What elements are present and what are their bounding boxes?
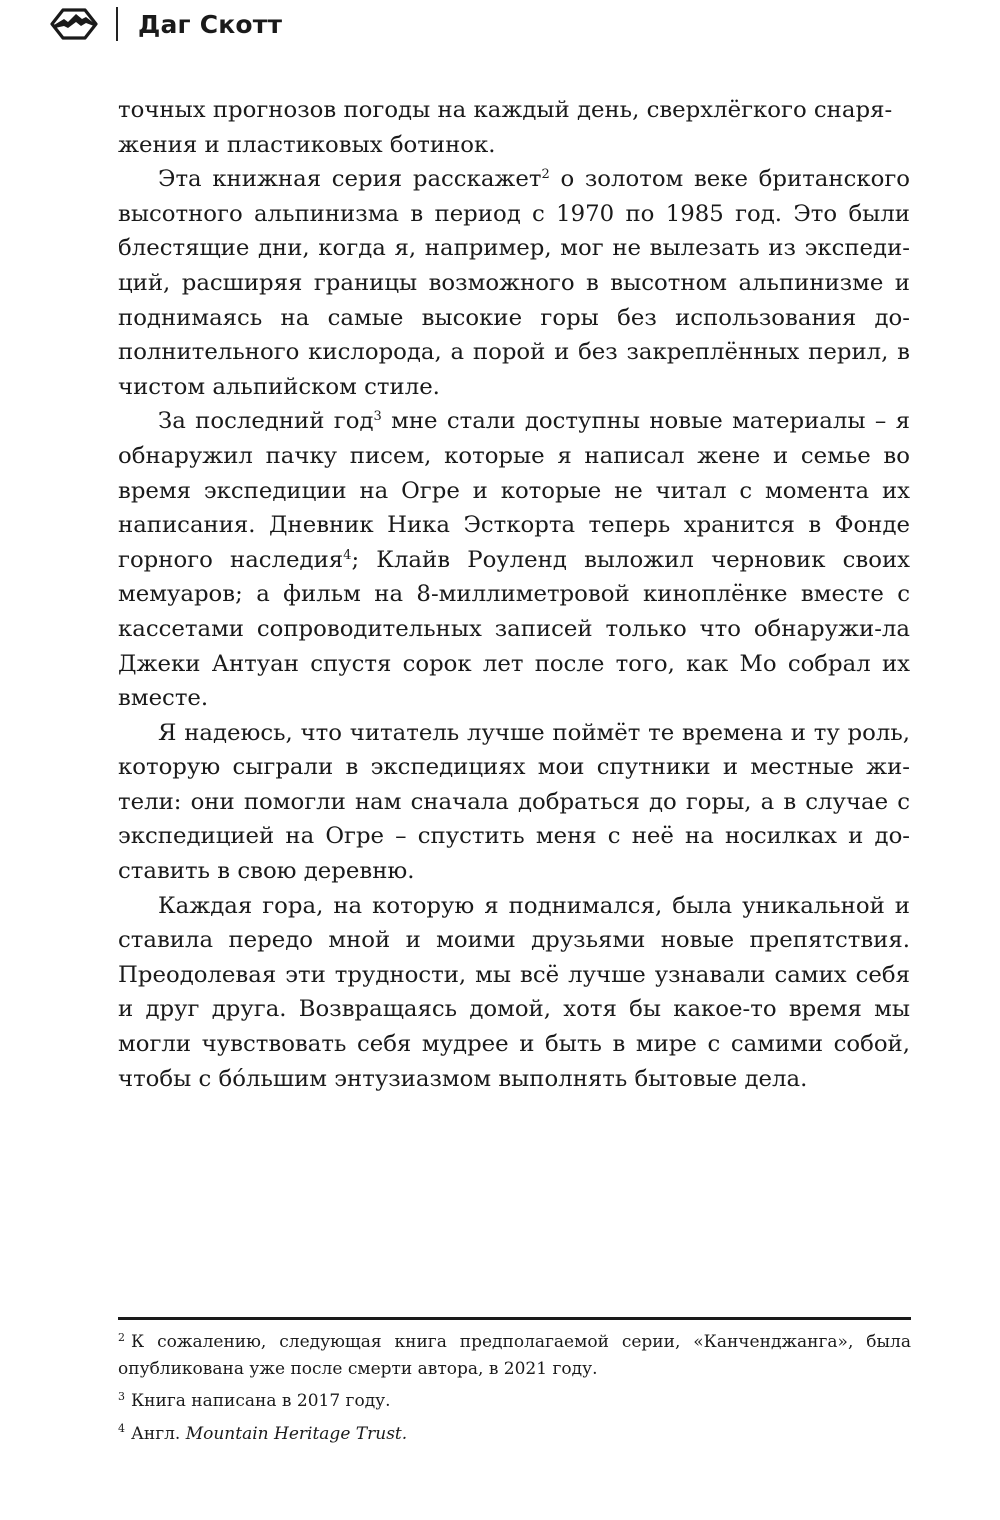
paragraph: За последний год$^3$ мне стали доступны новые материалы – я обнаружил пачку писем, которые я написал жене и семье во время экспедиции на Огре и которые не читал с момента их написания. Дневник Ника Эсткорта теперь хранится в Фонде горного наследия$^4$; Клайв Роуленд выложил черновик своих мемуаров; а фильм на 8-миллиметровой киноплёнке вместе с кассетами сопроводительных записей только что обнаружи-ла Джеки Антуан спустя сорок лет после того, как Мо собрал их вместе. — [118, 408, 910, 712]
footnote-ref-4[interactable]: 4 — [343, 547, 352, 563]
header-author-name: Даг Скотт — [138, 9, 283, 39]
running-header — [50, 6, 282, 42]
footnote-number: 4 — [118, 1422, 125, 1436]
footnote-number: 3 — [118, 1389, 125, 1403]
main-text — [118, 93, 910, 1096]
paragraph-continued — [118, 93, 910, 162]
footnotes — [118, 1329, 911, 1453]
footnote-2: $^2$ К сожалению, следующая книга предполагаемой серии, «Канченджанга», была опубликована уже после смерти автора, в 2021 году. — [118, 1330, 911, 1379]
paragraph: Я надеюсь, что читатель лучше поймёт те времена и ту роль, которую сыграли в экспедициях мои спутники и местные жи-тели: они помогли нам сначала добраться до горы, а в случае с экспедицией на Огре – спустить меня с неё на носилках и до-ставить в свою деревню. — [118, 719, 910, 885]
footnote-3: $^3$ Книга написана в 2017 году. — [118, 1389, 391, 1411]
text-line: точных прогнозов погоды на каждый день, сверхлёгкого снаря- — [118, 97, 893, 123]
mountain-hexagon-icon — [50, 8, 98, 40]
paragraph: Эта книжная серия расскажет$^2$ о золотом веке британского высотного альпинизма в период с 1970 по 1985 год. Это были блестящие дни, когда я, например, мог не вылезать из экспеди-ций, расширяя границы возможного в высотном альпинизме и поднимаясь на самые высокие горы без использования до-полнительного кислорода, а порой и без закреплённых перил, в чистом альпийском стиле. — [118, 166, 910, 400]
footnote-number: 2 — [118, 1330, 125, 1344]
header-divider — [116, 7, 118, 41]
paragraph: Каждая гора, на которую я поднимался, была уникальной и ставила передо мной и моими друзьями новые препятствия. Преодолевая эти трудности, мы всё лучше узнавали самих себя и друг друга. Возвращаясь домой, хотя бы какое-то время мы могли чувствовать себя мудрее и быть в мире с самими собой, чтобы с бóльшим энтузиазмом выполнять бытовые дела. — [118, 892, 910, 1092]
text-line: жения и пластиковых ботинок. — [118, 131, 496, 158]
footnote-ref-3[interactable]: 3 — [373, 409, 382, 425]
footnote-separator — [118, 1317, 911, 1320]
footnote-4: $^4$ Англ. Mountain Heritage Trust. — [118, 1422, 408, 1444]
footnote-ref-2[interactable]: 2 — [541, 167, 550, 183]
